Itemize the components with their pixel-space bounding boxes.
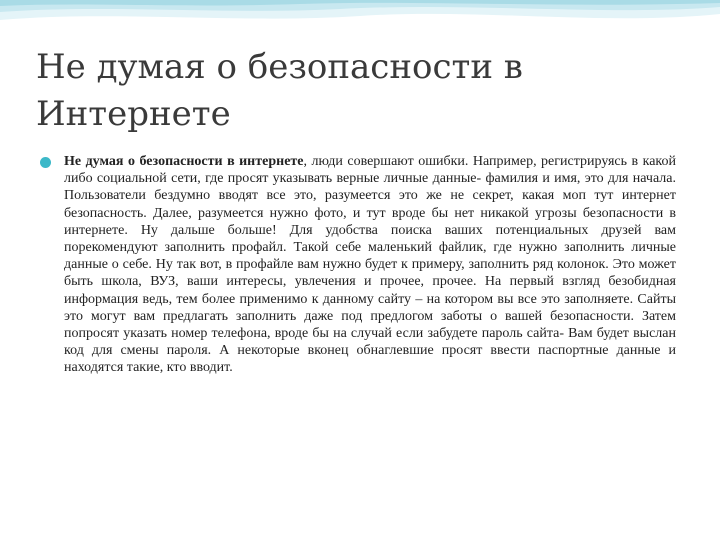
slide-body (40, 153, 676, 377)
body-paragraph (64, 153, 676, 377)
decorative-top-wave (0, 0, 720, 40)
body-lead-bold: Не думая о безопасности в интернете (64, 154, 304, 169)
slide-title: Не думая о безопасности в Интернете (36, 47, 523, 134)
bullet-icon (40, 157, 51, 168)
body-text: , люди совершают ошибки. Например, регистрируясь в какой либо социальной сети, где просят указывать верные личные данные- фамилия и имя, это для начала. Пользователи бездумно вводят все это, разумеется это же не секрет, какая моп тут интернет безопасность. Далее, разумеется нужно фото, и тут вроде бы нет никакой угрозы безопасности в интернете. Ну дальше больше! Для удобства поиска ваших потенциальных друзей вам порекомендуют заполнить профайл. Такой себе маленький файлик, где нужно заполнить личные данные о себе. Ну так вот, в профайле вам нужно будет к примеру, заполнить ряд колонок. Это может быть школа, ВУЗ, ваши интересы, увлечения и прочее, прочее. На первый взгляд безобидная информация ведь, тем более применимо к данному сайту – на котором вы все это заполняете. Сайты это могут вам предлагать заполнить даже под предлогом заботы о вашей безопасности. Затем попросят указать номер телефона, вроде бы на случай если забудете пароль сайта- Вам будет выслан код для смены пароля. А некоторые вконец обнаглевшие просят ввести паспортные данные и находятся такие, кто вводит. (64, 154, 676, 376)
